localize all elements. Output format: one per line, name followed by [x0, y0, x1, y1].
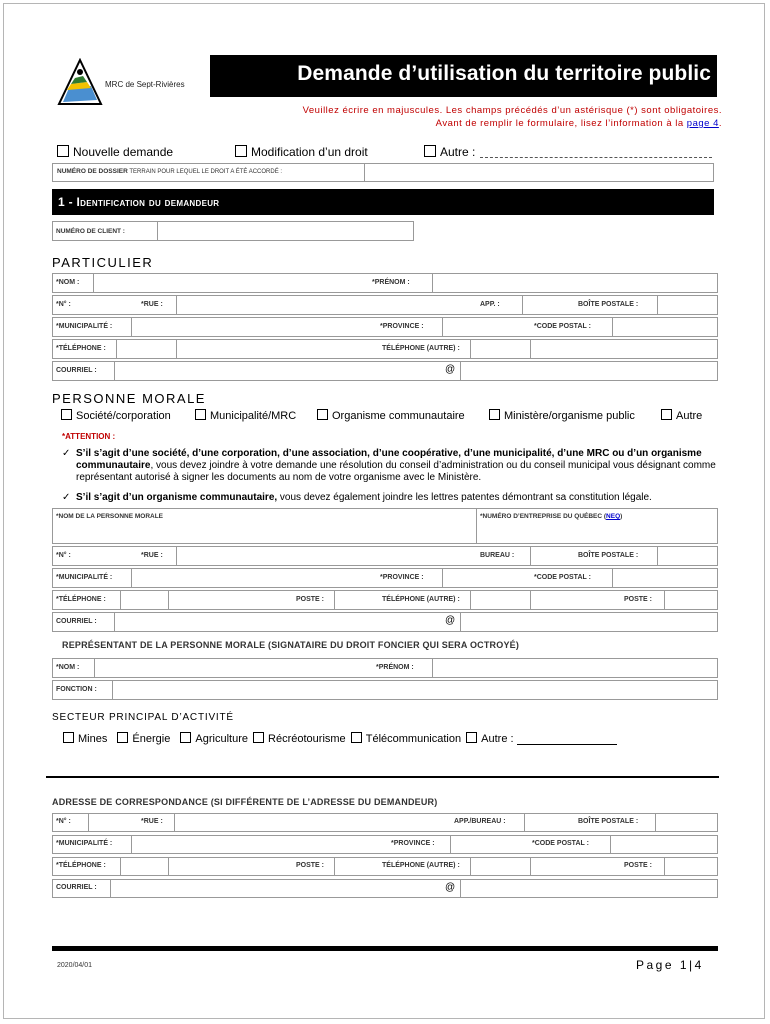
- pm-telephone-autre-divider2: [530, 591, 531, 609]
- particulier-prenom-label: *PRÉNOM :: [372, 279, 410, 286]
- pm-province-text: PROVINCE :: [382, 574, 424, 581]
- dossier-label-bold: NUMÉRO DE DOSSIER: [57, 168, 128, 175]
- particulier-nom-input[interactable]: [93, 274, 368, 292]
- agriculture-checkbox[interactable]: [180, 732, 191, 743]
- secteur-autre-label: Autre :: [481, 733, 514, 745]
- pm-bureau-divider: [530, 547, 531, 565]
- page4-link[interactable]: page 4: [686, 118, 719, 129]
- particulier-courriel-label: COURRIEL :: [56, 367, 97, 374]
- pm-boite-label: BOÎTE POSTALE :: [578, 552, 639, 559]
- corr-poste-divider: [334, 858, 335, 875]
- telecommunication-label: Télécommunication: [365, 733, 462, 745]
- corr-at-sign: @: [445, 882, 456, 893]
- corr-courriel-domain-input[interactable]: [460, 880, 717, 897]
- corr-code-text: CODE POSTAL :: [534, 840, 589, 847]
- municipalite-checkbox[interactable]: [195, 409, 206, 420]
- pm-code-text: CODE POSTAL :: [536, 574, 591, 581]
- representant-nom-label: *NOM :: [56, 664, 80, 671]
- pm-province-input[interactable]: [442, 569, 530, 587]
- particulier-prenom-input[interactable]: [432, 274, 717, 292]
- pm-option-societe[interactable]: [61, 409, 171, 422]
- organisme-checkbox[interactable]: [317, 409, 328, 420]
- pm-nom-text: NOM DE LA PERSONNE MORALE: [58, 513, 164, 520]
- particulier-at-sign: @: [445, 364, 456, 375]
- particulier-prenom-text: PRÉNOM :: [374, 279, 410, 286]
- pm-option-ministere[interactable]: [489, 409, 635, 422]
- particulier-nom-text: NOM :: [58, 279, 80, 286]
- corr-poste2-label: POSTE :: [624, 862, 653, 869]
- particulier-heading: PARTICULIER: [52, 255, 154, 270]
- footer-bar: [52, 946, 718, 951]
- pm-telephone-text: TÉLÉPHONE :: [58, 596, 106, 603]
- corr-no-label: *N° :: [56, 818, 71, 825]
- corr-telephone-autre-label: TÉLÉPHONE (AUTRE) :: [382, 862, 460, 869]
- secteur-autre-input[interactable]: [517, 735, 617, 745]
- pm-municipalite-text: MUNICIPALITÉ :: [58, 574, 113, 581]
- bullet1-rest: , vous devez joindre à votre demande une résolution du conseil d’administration ou du conseil municipal vous désignant comme représentant autorisé à signer les documents au nom de votre organisme avec le Ministère.: [76, 460, 716, 483]
- particulier-rue-label: *RUE :: [141, 301, 163, 308]
- corr-province-text: PROVINCE :: [393, 840, 435, 847]
- corr-boite-input[interactable]: [655, 814, 717, 831]
- section1-bar: [52, 189, 714, 215]
- corr-app-label: APP./BUREAU :: [454, 818, 506, 825]
- particulier-municipalite-input[interactable]: [131, 318, 377, 336]
- pm-courriel-user-input[interactable]: [114, 613, 442, 631]
- particulier-province-label: *PROVINCE :: [380, 323, 424, 330]
- pm-telephone-divider2: [168, 591, 169, 609]
- section1-title: 1 - Identification du demandeur: [58, 195, 220, 209]
- pm-telephone-divider1: [120, 591, 121, 609]
- pm-code-label: *CODE POSTAL :: [534, 574, 591, 581]
- instructions-line2-suffix: .: [718, 118, 722, 129]
- pm-municipalite-input[interactable]: [131, 569, 377, 587]
- client-label: NUMÉRO DE CLIENT :: [56, 228, 125, 235]
- corr-province-label: *PROVINCE :: [391, 840, 435, 847]
- corr-telephone-label: *TÉLÉPHONE :: [56, 862, 106, 869]
- modification-label: Modification d’un droit: [251, 145, 368, 159]
- corr-no-text: N° :: [58, 818, 71, 825]
- check-icon: ✓: [62, 492, 71, 503]
- particulier-app-label: APP. :: [480, 301, 500, 308]
- pm-nom-label: *NOM DE LA PERSONNE MORALE: [56, 513, 164, 520]
- pm-telephone-autre-divider1: [470, 591, 471, 609]
- pm-courriel-domain-input[interactable]: [460, 613, 717, 631]
- option-autre[interactable]: [424, 145, 475, 159]
- particulier-no-label: *N° :: [56, 301, 71, 308]
- representant-fonction-label: FONCTION :: [56, 686, 97, 693]
- pm-municipalite-label: *MUNICIPALITÉ :: [56, 574, 113, 581]
- ministere-label: Ministère/organisme public: [504, 410, 635, 422]
- pm-courriel-label: COURRIEL :: [56, 618, 97, 625]
- particulier-code-label: *CODE POSTAL :: [534, 323, 591, 330]
- pm-province-label: *PROVINCE :: [380, 574, 424, 581]
- corr-poste-label: POSTE :: [296, 862, 325, 869]
- autre-checkbox[interactable]: [424, 145, 436, 157]
- corr-telephone-autre-divider1: [470, 858, 471, 875]
- pm-poste-label: POSTE :: [296, 596, 325, 603]
- modification-checkbox[interactable]: [235, 145, 247, 157]
- representant-nom-input[interactable]: [94, 659, 373, 677]
- particulier-courriel-domain-input[interactable]: [460, 362, 717, 380]
- pm-at-sign: @: [445, 615, 456, 626]
- option-modification[interactable]: [235, 145, 368, 159]
- municipalite-label: Municipalité/MRC: [210, 410, 297, 422]
- corr-telephone-autre-divider2: [530, 858, 531, 875]
- societe-checkbox[interactable]: [61, 409, 72, 420]
- energie-checkbox[interactable]: [117, 732, 128, 743]
- attention-label: *ATTENTION :: [62, 432, 116, 441]
- check-icon: ✓: [62, 448, 71, 459]
- representant-prenom-text: PRÉNOM :: [378, 664, 414, 671]
- corr-courriel-label: COURRIEL :: [56, 884, 97, 891]
- pm-autre-label: Autre: [676, 410, 703, 422]
- mines-checkbox[interactable]: [63, 732, 74, 743]
- footer-date: 2020/04/01: [57, 962, 93, 969]
- corr-municipalite-text: MUNICIPALITÉ :: [58, 840, 113, 847]
- footer-page-number: Page 1|4: [636, 958, 704, 972]
- bullet1-bold: S’il s’agit d’une société, d’une corporation, d’une association, d’une coopérative, d’une municipalité, d’une MRC ou d’un organisme communautaire: [76, 448, 702, 471]
- pm-neq-text: NUMÉRO D’ENTREPRISE DU QUÉBEC (: [482, 513, 607, 520]
- particulier-boite-label: BOÎTE POSTALE :: [578, 301, 639, 308]
- particulier-province-input[interactable]: [442, 318, 530, 336]
- corr-telephone-divider2: [168, 858, 169, 875]
- corr-telephone-text: TÉLÉPHONE :: [58, 862, 106, 869]
- corr-code-input[interactable]: [610, 836, 717, 853]
- secteur-heading: SECTEUR PRINCIPAL D’ACTIVITÉ: [52, 712, 234, 723]
- corr-poste2-input[interactable]: [664, 858, 717, 875]
- particulier-municipalite-label: *MUNICIPALITÉ :: [56, 323, 113, 330]
- particulier-rue-input[interactable]: [176, 296, 474, 314]
- particulier-telephone-input[interactable]: [116, 340, 376, 358]
- particulier-telephone-autre-label: TÉLÉPHONE (AUTRE) :: [382, 345, 460, 352]
- particulier-telephone-autre-input[interactable]: [470, 340, 717, 358]
- pm-rue-label: *RUE :: [141, 552, 163, 559]
- particulier-boite-input[interactable]: [657, 296, 717, 314]
- pm-boite-input[interactable]: [657, 547, 717, 565]
- particulier-telephone-autre-divider: [530, 340, 531, 358]
- particulier-telephone-label: *TÉLÉPHONE :: [56, 345, 106, 352]
- correspondance-heading: ADRESSE DE CORRESPONDANCE (SI DIFFÉRENTE DE L’ADRESSE DU DEMANDEUR): [52, 797, 438, 807]
- instructions-line2-text: Avant de remplir le formulaire, lisez l’information à la: [435, 118, 687, 129]
- option-nouvelle[interactable]: [57, 145, 173, 159]
- pm-rue-text: RUE :: [143, 552, 163, 559]
- pm-option-organisme[interactable]: [317, 409, 465, 422]
- dossier-label-rest: TERRAIN POUR LEQUEL LE DROIT A ÉTÉ ACCORDÉ :: [127, 169, 283, 175]
- pm-rue-input[interactable]: [176, 547, 474, 565]
- particulier-app-divider: [522, 296, 523, 314]
- corr-rue-input[interactable]: [174, 814, 450, 831]
- pm-neq-label: *NUMÉRO D’ENTREPRISE DU QUÉBEC (NEQ): [480, 513, 623, 520]
- corr-boite-label: BOÎTE POSTALE :: [578, 818, 639, 825]
- recreotourisme-checkbox[interactable]: [253, 732, 264, 743]
- pm-poste2-input[interactable]: [664, 591, 717, 609]
- dossier-input[interactable]: [364, 164, 713, 181]
- corr-municipalite-label: *MUNICIPALITÉ :: [56, 840, 113, 847]
- autre-label: Autre :: [440, 145, 476, 159]
- particulier-province-text: PROVINCE :: [382, 323, 424, 330]
- corr-app-divider: [524, 814, 525, 831]
- instructions-line2: [303, 117, 722, 130]
- representant-prenom-input[interactable]: [432, 659, 717, 677]
- dossier-label: [57, 168, 282, 175]
- org-name: MRC de Sept-Rivières: [105, 80, 185, 89]
- representant-fonction-input[interactable]: [112, 681, 717, 699]
- particulier-no-text: N° :: [58, 301, 71, 308]
- secteur-options: [63, 732, 617, 745]
- pm-no-label: *N° :: [56, 552, 71, 559]
- particulier-telephone-divider: [176, 340, 177, 358]
- pm-option-autre[interactable]: [661, 409, 702, 422]
- mines-label: Mines: [78, 733, 108, 745]
- personne-morale-heading: PERSONNE MORALE: [52, 391, 206, 406]
- representant-nom-text: NOM :: [58, 664, 80, 671]
- corr-province-input[interactable]: [450, 836, 530, 853]
- section-divider: [46, 776, 719, 778]
- corr-code-label: *CODE POSTAL :: [532, 840, 589, 847]
- corr-rue-text: RUE :: [143, 818, 163, 825]
- societe-label: Société/corporation: [76, 410, 171, 422]
- agriculture-label: Agriculture: [195, 733, 248, 745]
- particulier-municipalite-text: MUNICIPALITÉ :: [58, 323, 113, 330]
- corr-no-divider: [88, 814, 89, 831]
- representant-prenom-label: *PRÉNOM :: [376, 664, 414, 671]
- nouvelle-checkbox[interactable]: [57, 145, 69, 157]
- client-input[interactable]: [157, 222, 413, 240]
- secteur-autre-checkbox[interactable]: [466, 732, 477, 743]
- bullet2-rest: vous devez également joindre les lettres patentes démontrant sa constitution légale.: [277, 492, 652, 503]
- neq-link[interactable]: NEQ: [606, 513, 621, 520]
- particulier-courriel-user-input[interactable]: [114, 362, 442, 380]
- pm-autre-checkbox[interactable]: [661, 409, 672, 420]
- corr-rue-label: *RUE :: [141, 818, 163, 825]
- energie-label: Énergie: [132, 733, 171, 745]
- particulier-code-text: CODE POSTAL :: [536, 323, 591, 330]
- form-title: Demande d’utilisation du territoire public: [297, 62, 711, 85]
- attention-bullet-1: [62, 448, 722, 484]
- nouvelle-label: Nouvelle demande: [73, 145, 174, 159]
- pm-neq-divider: [476, 509, 477, 543]
- corr-municipalite-input[interactable]: [131, 836, 387, 853]
- pm-no-text: N° :: [58, 552, 71, 559]
- particulier-rue-text: RUE :: [143, 301, 163, 308]
- corr-courriel-user-input[interactable]: [110, 880, 442, 897]
- autre-input[interactable]: [480, 157, 712, 158]
- instructions-line1: Veuillez écrire en majuscules. Les champs précédés d’un astérisque (*) sont obligatoires.: [302, 105, 722, 116]
- bullet2-bold: S’il s’agit d’un organisme communautaire,: [76, 492, 278, 503]
- particulier-telephone-text: TÉLÉPHONE :: [58, 345, 106, 352]
- organisme-label: Organisme communautaire: [332, 410, 465, 422]
- pm-poste2-label: POSTE :: [624, 596, 653, 603]
- attention-bullet-2: [62, 492, 732, 504]
- pm-telephone-label: *TÉLÉPHONE :: [56, 596, 106, 603]
- representant-heading: REPRÉSENTANT DE LA PERSONNE MORALE (SIGNATAIRE DU DROIT FONCIER QUI SERA OCTROYÉ): [62, 640, 520, 650]
- instructions: [303, 104, 722, 130]
- pm-code-input[interactable]: [612, 569, 717, 587]
- particulier-nom-label: *NOM :: [56, 279, 80, 286]
- telecommunication-checkbox[interactable]: [351, 732, 362, 743]
- pm-telephone-autre-label: TÉLÉPHONE (AUTRE) :: [382, 596, 460, 603]
- pm-bureau-label: BUREAU :: [480, 552, 515, 559]
- pm-neq-close: ): [620, 513, 623, 520]
- pm-poste-divider: [334, 591, 335, 609]
- pm-option-municipalite[interactable]: [195, 409, 296, 422]
- ministere-checkbox[interactable]: [489, 409, 500, 420]
- title-bar: [210, 55, 717, 97]
- particulier-code-input[interactable]: [612, 318, 717, 336]
- corr-telephone-divider1: [120, 858, 121, 875]
- mrc-logo: [57, 58, 103, 108]
- recreotourisme-label: Récréotourisme: [268, 733, 346, 745]
